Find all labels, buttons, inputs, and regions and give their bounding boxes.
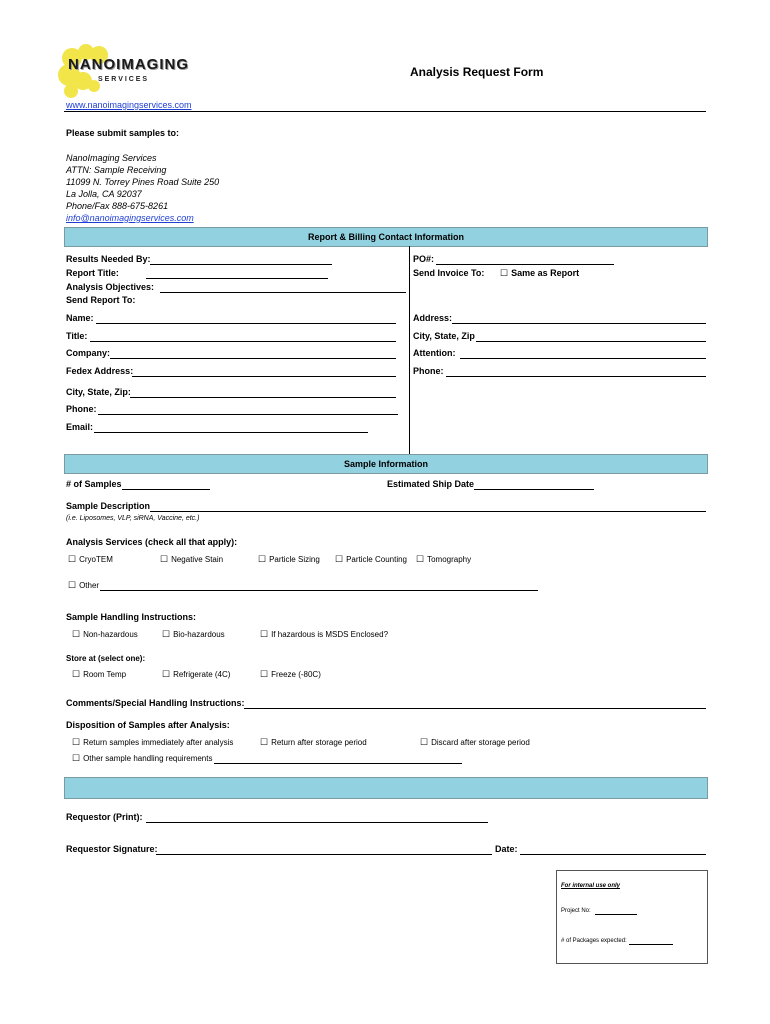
discard-after-storage-checkbox[interactable]: [420, 737, 530, 748]
packages-label: # of Packages expected:: [561, 938, 627, 944]
service-label: Negative Stain: [171, 555, 224, 564]
address-label: Address:: [413, 313, 453, 323]
service-label: Particle Sizing: [269, 555, 320, 564]
sample-description-input[interactable]: [150, 499, 706, 512]
logo-main-text: NANOIMAGING: [68, 56, 189, 73]
project-no-label: Project No:: [561, 908, 591, 914]
address-input[interactable]: [452, 311, 706, 324]
other-handling-label: Other sample handling requirements: [83, 754, 213, 763]
signature-band: [64, 777, 708, 799]
checkbox-icon: ☐: [162, 669, 171, 679]
date-label: Date:: [495, 844, 518, 854]
report-column-divider: [409, 246, 410, 454]
address-line: La Jolla, CA 92037: [66, 189, 142, 199]
checkbox-icon: ☐: [260, 737, 269, 747]
phone-right-label: Phone:: [413, 366, 444, 376]
attention-input[interactable]: [460, 346, 706, 359]
service-other-input[interactable]: [100, 578, 538, 591]
fedex-input[interactable]: [132, 364, 396, 377]
checkbox-icon: ☐: [260, 629, 269, 639]
analysis-objectives-label: Analysis Objectives:: [66, 282, 155, 292]
city-state-zip-label: City, State, Zip:: [66, 387, 131, 397]
requestor-signature-input[interactable]: [156, 842, 492, 855]
same-as-report-checkbox[interactable]: [500, 268, 579, 279]
room-temp-checkbox[interactable]: [72, 669, 126, 680]
bio-hazardous-checkbox[interactable]: [162, 629, 225, 640]
service-tomography-checkbox[interactable]: [416, 554, 471, 565]
po-label: PO#:: [413, 254, 435, 264]
header-divider: [64, 111, 706, 112]
checkbox-icon: ☐: [416, 554, 425, 564]
po-input[interactable]: [436, 252, 614, 265]
address-email[interactable]: info@nanoimagingservices.com: [66, 213, 194, 223]
other-handling-checkbox[interactable]: [72, 753, 212, 764]
handling-label: Bio-hazardous: [173, 630, 225, 639]
checkbox-icon: ☐: [68, 580, 77, 590]
website-link[interactable]: www.nanoimagingservices.com: [66, 100, 192, 110]
phone-right-input[interactable]: [446, 364, 706, 377]
analysis-services-label: Analysis Services (check all that apply):: [66, 537, 238, 547]
city-state-zip-input[interactable]: [130, 385, 396, 398]
comments-input[interactable]: [244, 696, 706, 709]
checkbox-icon: ☐: [72, 669, 81, 679]
same-as-report-label: Same as Report: [511, 268, 580, 278]
report-billing-band: Report & Billing Contact Information: [64, 227, 708, 247]
handling-label: Non-hazardous: [83, 630, 138, 639]
sample-description-hint: (i.e. Liposomes, VLP, siRNA, Vaccine, etc.): [66, 515, 200, 522]
num-samples-label: # of Samples: [66, 479, 122, 489]
checkbox-icon: ☐: [72, 629, 81, 639]
msds-enclosed-checkbox[interactable]: [260, 629, 388, 640]
requestor-print-input[interactable]: [146, 810, 488, 823]
refrigerate-checkbox[interactable]: [162, 669, 230, 680]
sample-information-band: Sample Information: [64, 454, 708, 474]
report-title-label: Report Title:: [66, 268, 119, 278]
non-hazardous-checkbox[interactable]: [72, 629, 138, 640]
logo: [58, 44, 238, 104]
service-label: CryoTEM: [79, 555, 113, 564]
handling-title: Sample Handling Instructions:: [66, 612, 197, 622]
service-label: Tomography: [427, 555, 472, 564]
report-title-input[interactable]: [146, 266, 328, 279]
checkbox-icon: ☐: [72, 753, 81, 763]
results-needed-label: Results Needed By:: [66, 254, 151, 264]
title-input[interactable]: [90, 329, 396, 342]
results-needed-input[interactable]: [150, 252, 332, 265]
storage-label: Freeze (-80C): [271, 670, 321, 679]
address-line: 11099 N. Torrey Pines Road Suite 250: [66, 177, 220, 187]
title-label: Title:: [66, 331, 88, 341]
project-no-input[interactable]: [595, 906, 637, 915]
name-input[interactable]: [96, 311, 396, 324]
address-line: Phone/Fax 888-675-8261: [66, 201, 169, 211]
internal-use-box: [556, 870, 708, 964]
address-block: [66, 152, 219, 224]
checkbox-icon: ☐: [72, 737, 81, 747]
requestor-print-label: Requestor (Print):: [66, 812, 143, 822]
est-ship-date-label: Estimated Ship Date: [387, 479, 475, 489]
freeze-checkbox[interactable]: [260, 669, 321, 680]
send-report-to-label: Send Report To:: [66, 295, 136, 305]
store-at-label: Store at (select one):: [66, 654, 146, 663]
phone-label: Phone:: [66, 404, 97, 414]
other-handling-input[interactable]: [214, 751, 462, 764]
phone-input[interactable]: [98, 402, 398, 415]
checkbox-icon: ☐: [260, 669, 269, 679]
service-other-label: Other: [79, 581, 100, 590]
address-line: ATTN: Sample Receiving: [66, 165, 167, 175]
service-negative-stain-checkbox[interactable]: [160, 554, 223, 565]
service-particle-counting-checkbox[interactable]: [335, 554, 407, 565]
checkbox-icon: ☐: [258, 554, 267, 564]
attention-label: Attention:: [413, 348, 456, 358]
est-ship-date-input[interactable]: [474, 477, 594, 490]
disposition-title: Disposition of Samples after Analysis:: [66, 720, 230, 730]
checkbox-icon: ☐: [420, 737, 429, 747]
internal-use-title: For internal use only: [561, 883, 621, 889]
logo-sub-text: S E R V I C E S: [98, 76, 148, 83]
checkbox-icon: ☐: [68, 554, 77, 564]
send-invoice-label: Send Invoice To:: [413, 268, 485, 278]
storage-label: Room Temp: [83, 670, 127, 679]
service-label: Particle Counting: [346, 555, 407, 564]
packages-input[interactable]: [629, 936, 673, 945]
return-after-storage-checkbox[interactable]: [260, 737, 367, 748]
storage-label: Refrigerate (4C): [173, 670, 231, 679]
disposition-label: Return samples immediately after analysis: [83, 738, 234, 747]
sample-description-label: Sample Description: [66, 501, 151, 511]
handling-label: If hazardous is MSDS Enclosed?: [271, 630, 389, 639]
company-input[interactable]: [110, 346, 396, 359]
email-label: Email:: [66, 422, 94, 432]
checkbox-icon: ☐: [500, 268, 509, 278]
num-samples-input[interactable]: [122, 477, 210, 490]
form-title: Analysis Request Form: [410, 65, 544, 79]
city-state-zip-right-input[interactable]: [476, 329, 706, 342]
disposition-label: Discard after storage period: [431, 738, 530, 747]
disposition-label: Return after storage period: [271, 738, 367, 747]
analysis-objectives-input[interactable]: [160, 280, 406, 293]
checkbox-icon: ☐: [160, 554, 169, 564]
submit-label: Please submit samples to:: [66, 128, 180, 138]
checkbox-icon: ☐: [335, 554, 344, 564]
fedex-label: Fedex Address:: [66, 366, 134, 376]
service-cryotem-checkbox[interactable]: [68, 554, 113, 565]
name-label: Name:: [66, 313, 94, 323]
email-input[interactable]: [94, 420, 368, 433]
logo-dot: [64, 84, 78, 98]
address-line: NanoImaging Services: [66, 153, 157, 163]
checkbox-icon: ☐: [162, 629, 171, 639]
service-other-checkbox[interactable]: [68, 580, 99, 591]
service-particle-sizing-checkbox[interactable]: [258, 554, 320, 565]
return-immediately-checkbox[interactable]: [72, 737, 233, 748]
requestor-signature-label: Requestor Signature:: [66, 844, 158, 854]
company-label: Company:: [66, 348, 111, 358]
date-input[interactable]: [520, 842, 706, 855]
city-state-zip-right-label: City, State, Zip: [413, 331, 475, 341]
comments-label: Comments/Special Handling Instructions:: [66, 698, 245, 708]
